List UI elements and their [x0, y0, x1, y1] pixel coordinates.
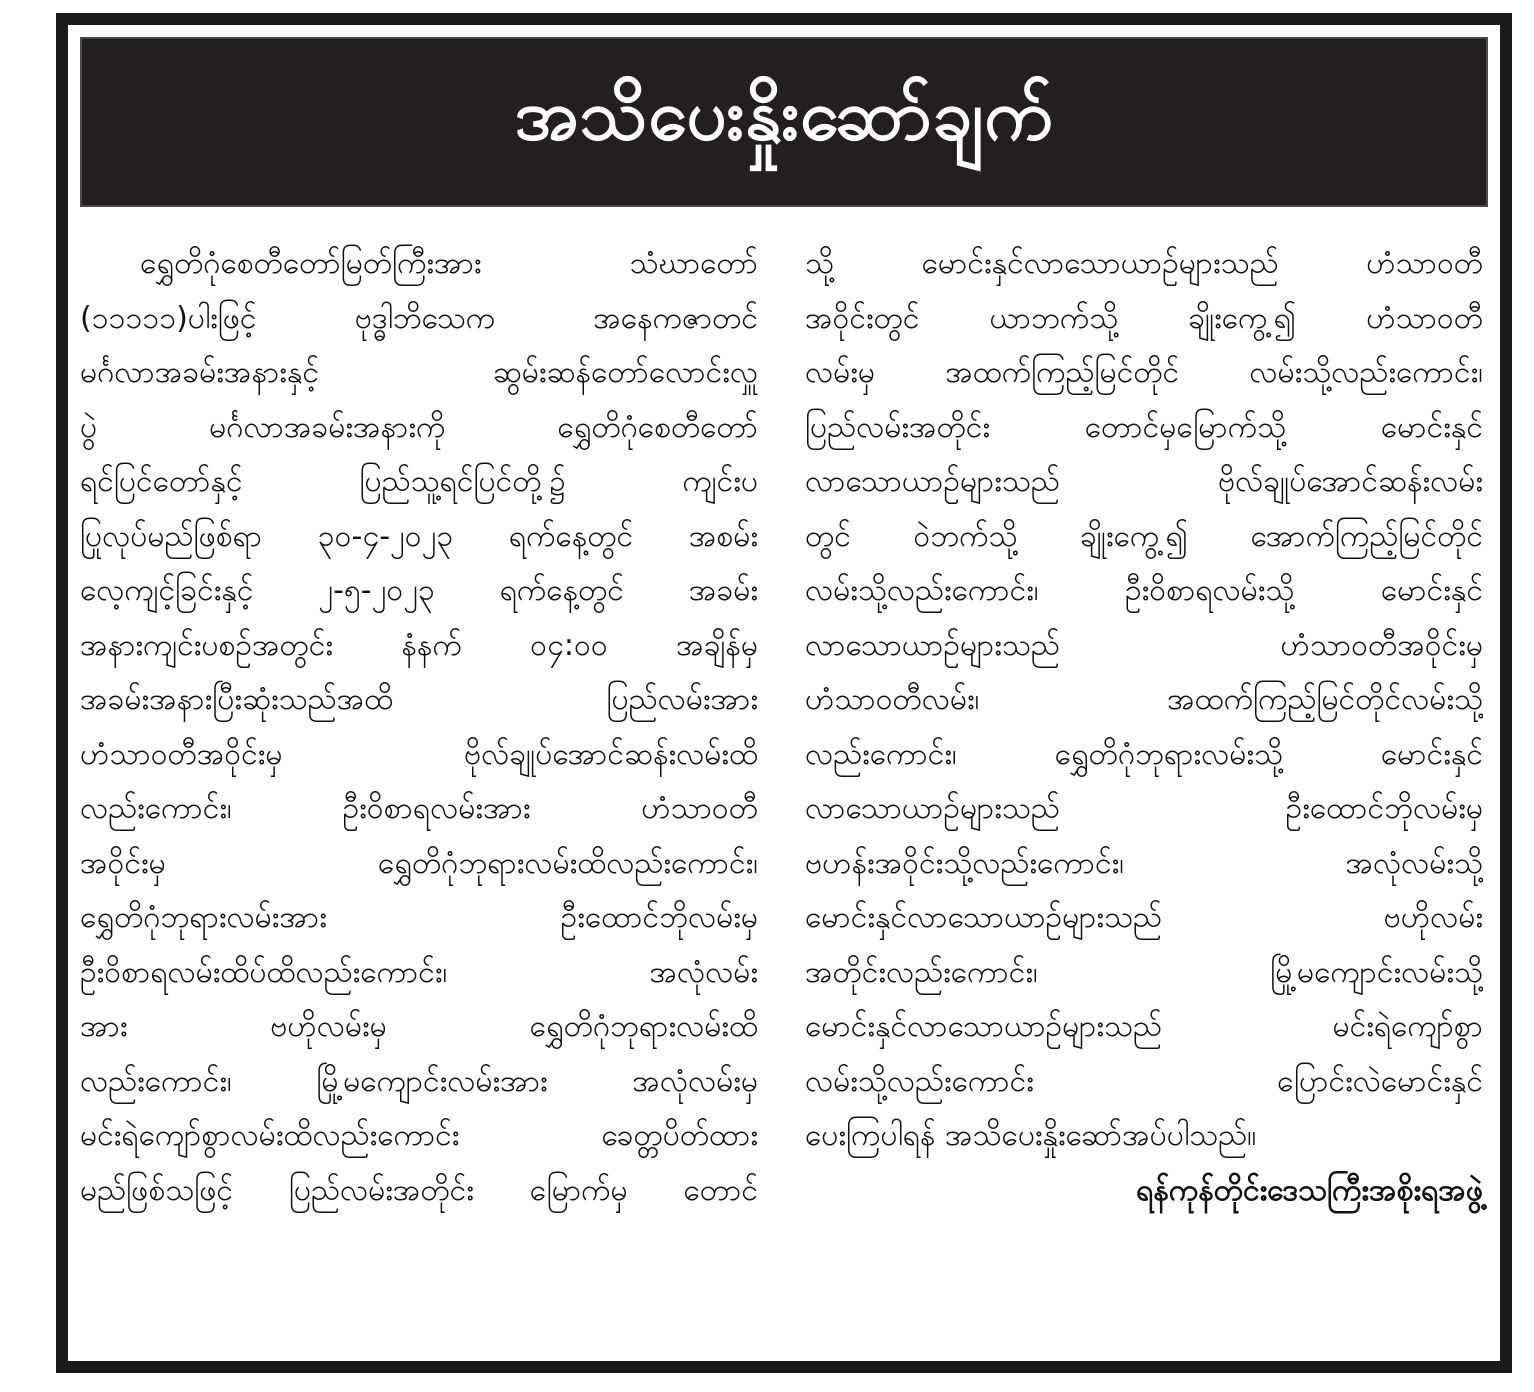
paragraph-line: အား ဗဟိုလမ်းမှ ရွှေတိဂုံဘုရားလမ်းထိ: [80, 1009, 758, 1044]
paragraph-line: လေ့ကျင့်ခြင်းနှင့် ၂-၅-၂၀၂၃ ရက်နေ့တွင် အခမ်း: [80, 573, 758, 608]
paragraph-line: အဝိုင်းတွင် ယာဘက်သို့ ချိုးကွေ့၍ ဟံသာဝတီ: [805, 300, 1483, 336]
paragraph-line: မင်းရဲကျော်စွာလမ်းထိလည်းကောင်း ခေတ္တပိတ်ထား: [80, 1118, 758, 1153]
paragraph-line: အဝိုင်းမှ ရွှေတိဂုံဘုရားလမ်းထိလည်းကောင်း၊: [80, 845, 758, 881]
issuer-signature: ရန်ကုန်တိုင်းဒေသကြီးအစိုးရအဖွဲ့: [1136, 1172, 1483, 1208]
paragraph-line: လာသောယာဉ်များသည် ဟံသာဝတီအဝိုင်းမှ: [805, 627, 1483, 663]
paragraph-line: ရွှေတိဂုံဘုရားလမ်းအား ဦးထောင်ဘိုလမ်းမှ: [80, 900, 758, 935]
paragraph-line: လမ်းမှ အထက်ကြည့်မြင်တိုင် လမ်းသို့လည်းကောင်း၊: [805, 355, 1483, 390]
left-column: [80, 237, 758, 1218]
paragraph-line: လမ်းသို့လည်းကောင်း ပြောင်းလဲမောင်းနှင်: [805, 1063, 1483, 1099]
paragraph-line: ဦးဝိစာရလမ်းထိပ်ထိလည်းကောင်း၊ အလုံလမ်း: [80, 954, 758, 990]
paragraph-line: လည်းကောင်း၊ မြို့မကျောင်းလမ်းအား အလုံလမ်းမှ: [80, 1063, 758, 1099]
paragraph-line: ပေးကြပါရန် အသိပေးနှိုးဆော်အပ်ပါသည်။: [805, 1118, 1257, 1153]
paragraph-line: ပွဲ မင်္ဂလာအခမ်းအနားကို ရွှေတိဂုံစေတီတော်: [80, 409, 758, 445]
paragraph-line: အနားကျင်းပစဉ်အတွင်း နံနက် ၀၄:၀၀ အချိန်မှ: [80, 627, 758, 663]
paragraph-line: တွင် ဝဲဘက်သို့ ချိုးကွေ့၍ အောက်ကြည့်မြင်တိုင်: [805, 518, 1483, 554]
notice-frame: [56, 13, 1512, 1373]
paragraph-line: မောင်းနှင်လာသောယာဉ်များသည် မင်းရဲကျော်စွာ: [805, 1009, 1483, 1044]
notice-title: အသိပေးနှိုးဆော်ချက်: [514, 73, 1054, 156]
right-column: [805, 237, 1483, 1218]
paragraph-line: ပြုလုပ်မည်ဖြစ်ရာ ၃၀-၄-၂၀၂၃ ရက်နေ့တွင် အစမ်း: [80, 518, 758, 554]
paragraph-line: မင်္ဂလာအခမ်းအနားနှင့် ဆွမ်းဆန်တော်လောင်းလှူ: [80, 355, 758, 390]
paragraph-line: အခမ်းအနားပြီးဆုံးသည်အထိ ပြည်လမ်းအား: [80, 682, 758, 717]
paragraph-line: ရွှေတိဂုံစေတီတော်မြတ်ကြီးအား သံဃာတော်: [140, 246, 758, 281]
paragraph-line: (၁၁၁၁၁)ပါးဖြင့် ဗုဒ္ဓါဘိသေက အနေကဇာတင်: [80, 300, 758, 336]
paragraph-line: ဗဟန်းအဝိုင်းသို့လည်းကောင်း၊ အလုံလမ်းသို့: [805, 845, 1483, 881]
title-banner: [80, 37, 1488, 207]
paragraph-line: အတိုင်းလည်းကောင်း၊ မြို့မကျောင်းလမ်းသို့: [805, 954, 1483, 990]
paragraph-line: လာသောယာဉ်များသည် ဦးထောင်ဘိုလမ်းမှ: [805, 791, 1483, 826]
paragraph-line: ဟံသာဝတီလမ်း၊ အထက်ကြည့်မြင်တိုင်လမ်းသို့: [805, 682, 1483, 717]
paragraph-line: မောင်းနှင်လာသောယာဉ်များသည် ဗဟိုလမ်း: [805, 900, 1483, 935]
paragraph-line: လာသောယာဉ်များသည် ဗိုလ်ချုပ်အောင်ဆန်းလမ်း: [805, 464, 1483, 499]
paragraph-line: လမ်းသို့လည်းကောင်း၊ ဦးဝိစာရလမ်းသို့ မောင်းနှင်: [805, 573, 1483, 608]
paragraph-line: ဟံသာဝတီအဝိုင်းမှ ဗိုလ်ချုပ်အောင်ဆန်းလမ်းထိ: [80, 736, 758, 772]
paragraph-line: လည်းကောင်း၊ ရွှေတိဂုံဘုရားလမ်းသို့ မောင်းနှင်: [805, 736, 1483, 772]
paragraph-line: သို့ မောင်းနှင်လာသောယာဉ်များသည် ဟံသာဝတီ: [805, 246, 1483, 281]
paragraph-line: ပြည်လမ်းအတိုင်း တောင်မှမြောက်သို့ မောင်းနှင်: [805, 409, 1483, 445]
paragraph-line: ရင်ပြင်တော်နှင့် ပြည်သူ့ရင်ပြင်တို့၌ ကျင်းပ: [80, 464, 758, 499]
paragraph-line: လည်းကောင်း၊ ဦးဝိစာရလမ်းအား ဟံသာဝတီ: [80, 791, 758, 826]
paragraph-line: မည်ဖြစ်သဖြင့် ပြည်လမ်းအတိုင်း မြောက်မှ တောင်: [80, 1172, 758, 1208]
